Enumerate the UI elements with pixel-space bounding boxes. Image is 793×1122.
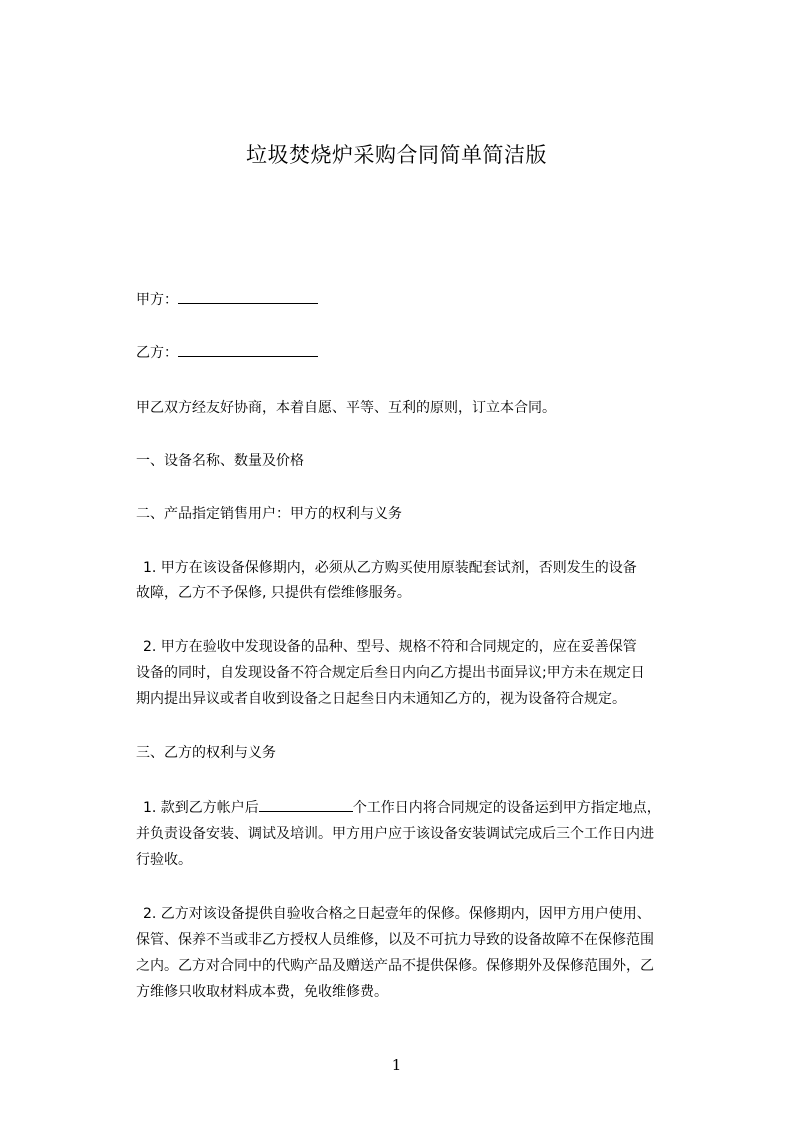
s3-item1-line1 xyxy=(143,797,661,819)
page-number: 1 xyxy=(391,1056,402,1074)
s3-item2-line1: 2. 乙方对该设备提供自验收合格之日起壹年的保修。保修期内，因甲方用户使用、 xyxy=(143,906,651,922)
party-a-line xyxy=(136,289,318,311)
section-1-heading: 一、设备名称、数量及价格 xyxy=(136,453,304,469)
s2-item2-line2: 设备的同时，自发现设备不符合规定后叁日内向乙方提出书面异议;甲方未在规定日 xyxy=(136,665,645,681)
s3-item2-line3: 之内。乙方对合同中的代购产品及赠送产品不提供保修。保修期外及保修范围外，乙 xyxy=(136,958,654,974)
s2-item2-line1: 2. 甲方在验收中发现设备的品种、型号、规格不符和合同规定的，应在妥善保管 xyxy=(143,639,637,655)
s2-item1-line2: 故障，乙方不予保修, 只提供有偿维修服务。 xyxy=(136,585,411,601)
party-b-label: 乙方： xyxy=(136,345,178,361)
s2-item1-line1: 1. 甲方在该设备保修期内，必须从乙方购买使用原装配套试剂，否则发生的设备 xyxy=(143,560,637,576)
party-a-blank xyxy=(178,289,318,304)
intro-paragraph: 甲乙双方经友好协商，本着自愿、平等、互利的原则，订立本合同。 xyxy=(136,400,556,416)
section-3-heading: 三、乙方的权利与义务 xyxy=(136,745,276,761)
working-days-blank xyxy=(259,797,353,812)
section-2-heading: 二、产品指定销售用户：甲方的权利与义务 xyxy=(136,506,402,522)
s3-item2-line2: 保管、保养不当或非乙方授权人员维修，以及不可抗力导致的设备故障不在保修范围 xyxy=(136,932,654,948)
s2-item2-line3: 期内提出异议或者自收到设备之日起叁日内未通知乙方的，视为设备符合规定。 xyxy=(136,691,626,707)
s3-item1-line2: 并负责设备安装、调试及培训。甲方用户应于该设备安装调试完成后三个工作日内进 xyxy=(136,826,654,842)
s3-item2-line4: 方维修只收取材料成本费，免收维修费。 xyxy=(136,984,388,1000)
s3-item1-prefix: 1. 款到乙方帐户后 xyxy=(143,800,259,816)
s3-item1-line3: 行验收。 xyxy=(136,852,192,868)
document-title: 垃圾焚烧炉采购合同简单简洁版 xyxy=(246,143,547,167)
s3-item1-suffix: 个工作日内将合同规定的设备运到甲方指定地点， xyxy=(352,800,661,816)
party-a-label: 甲方： xyxy=(136,292,178,308)
party-b-blank xyxy=(178,342,318,357)
party-b-line xyxy=(136,342,318,364)
